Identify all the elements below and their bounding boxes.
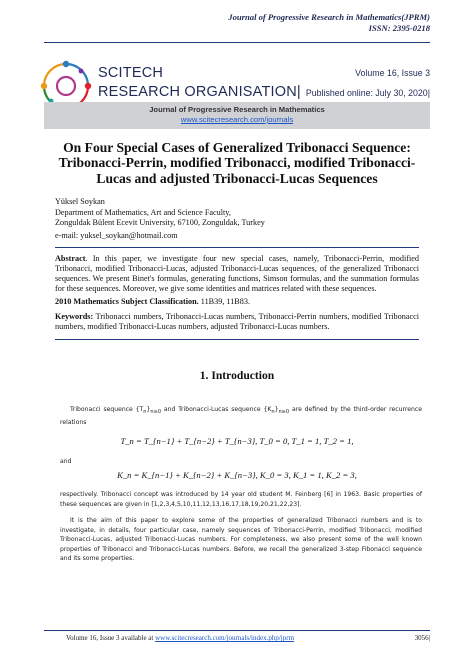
banner-title: Journal of Progressive Research in Mathematics (149, 105, 325, 114)
intro-paragraph-2: respectively. Tribonacci concept was introduced by 14 year old student M. Feinberg [6] in 1963. Basic properties of these sequences are given in [1,2,3,4,5,10,11,12,13,16,17,18,19,20,21,22,23]. (60, 491, 422, 508)
intro-paragraph-3: It is the aim of this paper to explore some of the properties of generalized Tribonacci numbers and is to investigate, in details, four particular case, namely sequences of Tribonacci-Perrin, modified Tribonacci, modified Tribonacci-Lucas, adjusted Tribonacci-Lucas numbers. For completeness, we also present some of the well known properties of Tribonacci and Tribonacci-Lucas numbers. Before, we recall the generalized 3-step Fibonacci sequence and its some properties. (60, 517, 422, 563)
org-line-1: SCITECH (98, 65, 164, 81)
p1-part-a: Tribonacci sequence {T (70, 406, 144, 413)
keywords-value: Tribonacci numbers, Tribonacci-Lucas numbers, Tribonacci-Perrin numbers, modified Tribonacci numbers, modified Tribonacci-Lucas numbers, adjusted Tribonacci-Lucas numbers. (55, 312, 419, 331)
affiliation-line-2: Zonguldak Bülent Ecevit University, 67100, Zonguldak, Turkey (55, 218, 265, 227)
affiliation-line-1: Department of Mathematics, Art and Science Faculty, (55, 208, 231, 217)
equation-tribonacci-lucas: K_n = K_{n−1} + K_{n−2} + K_{n−3}, K_0 = 3, K_1 = 1, K_2 = 3, (117, 470, 357, 480)
keywords-bottom-rule (55, 339, 419, 340)
header-divider (44, 42, 430, 43)
banner-url-link[interactable]: www.scitecresearch.com/journals (180, 115, 294, 124)
footer-divider (44, 630, 430, 631)
p1-sub-4: n≥0 (278, 409, 290, 416)
intro-paragraph-1 (60, 405, 422, 427)
and-word: and (60, 458, 72, 465)
journal-banner (44, 102, 430, 129)
footer-left (66, 634, 294, 642)
footer-volume-text: Volume 16, Issue 3 available at (66, 634, 156, 642)
journal-issn: ISSN: 2395-0218 (368, 23, 430, 33)
author-email: e-mail: yuksel_soykan@hotmail.com (55, 231, 178, 240)
keywords (55, 312, 419, 332)
published-date: Published online: July 30, 2020| (305, 88, 430, 98)
p1-part-e: are defined by the third-order recurrence relations (60, 406, 422, 426)
equation-tribonacci: T_n = T_{n−1} + T_{n−2} + T_{n−3}, T_0 = 0, T_1 = 1, T_2 = 1, (120, 436, 354, 446)
title-line-2: Tribonacci-Perrin, modified Tribonacci, modified Tribonacci- (58, 155, 416, 171)
journal-name: Journal of Progressive Research in Mathematics(JPRM) (228, 12, 430, 22)
abstract (55, 254, 419, 294)
p1-sub-3: n (271, 409, 275, 416)
abstract-top-rule (55, 247, 419, 248)
page-number: 3056| (414, 634, 430, 642)
author-affiliation (55, 208, 265, 228)
p1-sub-2: n≥0 (150, 409, 162, 416)
footer-journal-link[interactable]: www.scitecresearch.com/journals/index.php/jprm (155, 634, 295, 642)
volume-issue: Volume 16, Issue 3 (355, 68, 430, 78)
title-line-1: On Four Special Cases of Generalized Tribonacci Sequence: (63, 140, 411, 155)
abstract-label: Abstract (55, 254, 86, 263)
p1-part-b: } (146, 406, 151, 413)
msc-classification (55, 297, 250, 306)
p1-part-d: } (274, 406, 279, 413)
msc-label: 2010 Mathematics Subject Classification. (55, 297, 199, 306)
paper-title (50, 140, 424, 186)
msc-value: 11B39, 11B83. (198, 297, 250, 306)
keywords-label: Keywords: (55, 312, 94, 321)
p1-sub-1: n (143, 409, 147, 416)
author-name: Yüksel Soykan (55, 197, 105, 206)
section-heading-introduction: 1. Introduction (199, 369, 275, 382)
org-line-2: RESEARCH ORGANISATION| (98, 84, 301, 100)
p1-part-c: and Tribonacci-Lucas sequence {K (161, 406, 272, 413)
organisation-name (98, 64, 301, 102)
title-line-3: Lucas and adjusted Tribonacci-Lucas Sequences (96, 170, 378, 186)
journal-header (100, 12, 430, 34)
abstract-text: . In this paper, we investigate four new special cases, namely, Tribonacci-Perrin, modified Tribonacci, modified Tribonacci-Lucas, adjusted Tribonacci-Lucas sequences, of the generalized Tribonacci sequences. We present Binet's formulas, generating functions, Simson formulas, and the summation formulas for these sequences. Moreover, we give some identities and matrices related with these sequences. (55, 254, 419, 293)
